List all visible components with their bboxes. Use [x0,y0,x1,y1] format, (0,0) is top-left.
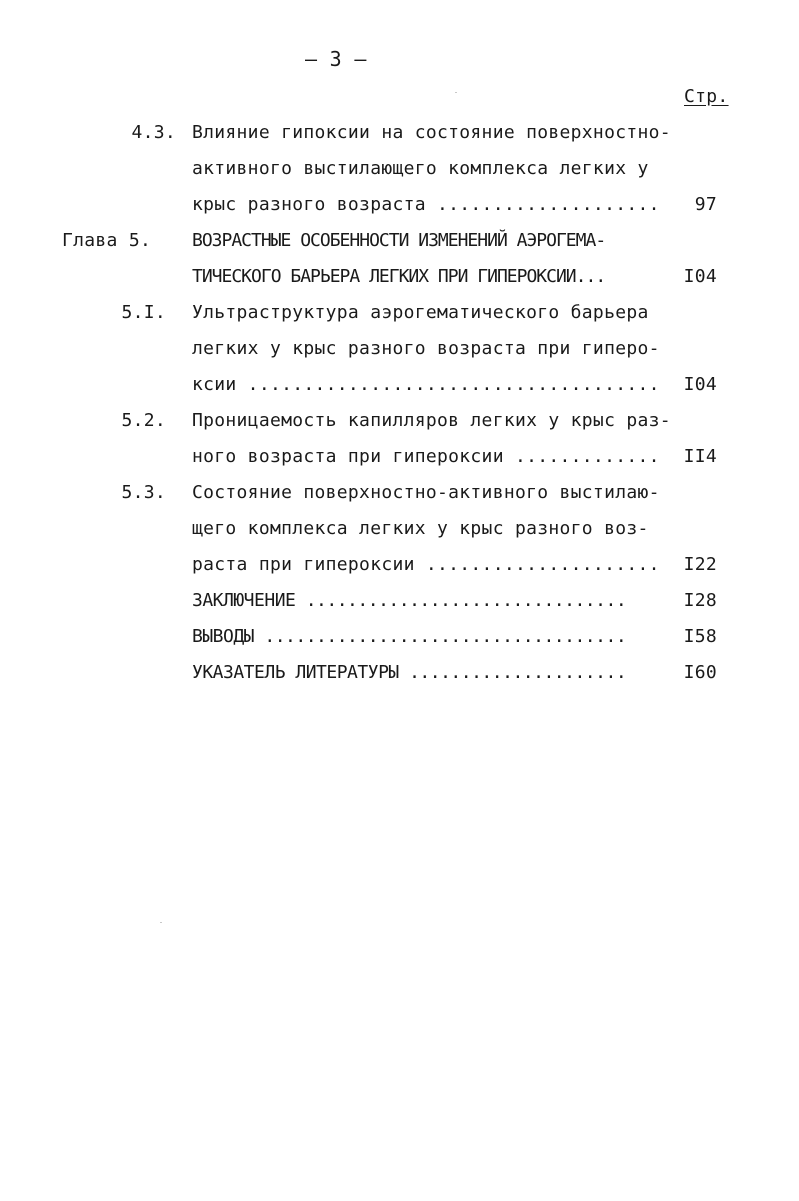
entry-line: активного выстилающего комплекса легких у [192,158,649,179]
entry-page: II4 [683,446,717,467]
entry-line: ТИЧЕСКОГО БАРЬЕРА ЛЕГКИХ ПРИ ГИПЕРОКСИИ... [192,266,606,287]
entry-line: Проницаемость капилляров легких у крыс раз- [192,410,671,431]
scan-speck [160,922,162,923]
entry-line: Состояние поверхностно-активного выстилаю- [192,482,660,503]
entry-page: I58 [683,626,717,647]
entry-line: Ультраструктура аэрогематического барьера [192,302,649,323]
entry-page: I28 [683,590,717,611]
entry-number: 5.2. [121,410,166,431]
entry-number: 5.3. [121,482,166,503]
entry-line: ЗАКЛЮЧЕНИЕ ............................... [192,590,627,611]
entry-line: УКАЗАТЕЛЬ ЛИТЕРАТУРЫ ..................... [192,662,627,683]
entry-line: раста при гипероксии ..................... [192,554,660,575]
entry-number: 5.I. [121,302,166,323]
entry-line: легких у крыс разного возраста при гиперо- [192,338,660,359]
entry-line: ного возраста при гипероксии ............. [192,446,660,467]
entry-line: щего комплекса легких у крыс разного воз- [192,518,649,539]
entry-line: крыс разного возраста .................... [192,194,660,215]
entry-number: Глава 5. [62,230,152,251]
entry-line: Влияние гипоксии на состояние поверхностно- [192,122,671,143]
entry-line: ксии ..................................... [192,374,660,395]
entry-page: I22 [683,554,717,575]
entry-number: 4.3. [131,122,176,143]
scan-speck [455,92,457,93]
page-column-label: Стр. [684,86,729,107]
entry-line: ВЫВОДЫ ................................... [192,626,627,647]
entry-page: I60 [683,662,717,683]
entry-page: 97 [694,194,717,215]
entry-page: I04 [683,374,717,395]
page-number: – 3 – [305,47,367,71]
entry-line: ВОЗРАСТНЫЕ ОСОБЕННОСТИ ИЗМЕНЕНИЙ АЭРОГЕМА- [192,230,606,251]
entry-page: I04 [683,266,717,287]
